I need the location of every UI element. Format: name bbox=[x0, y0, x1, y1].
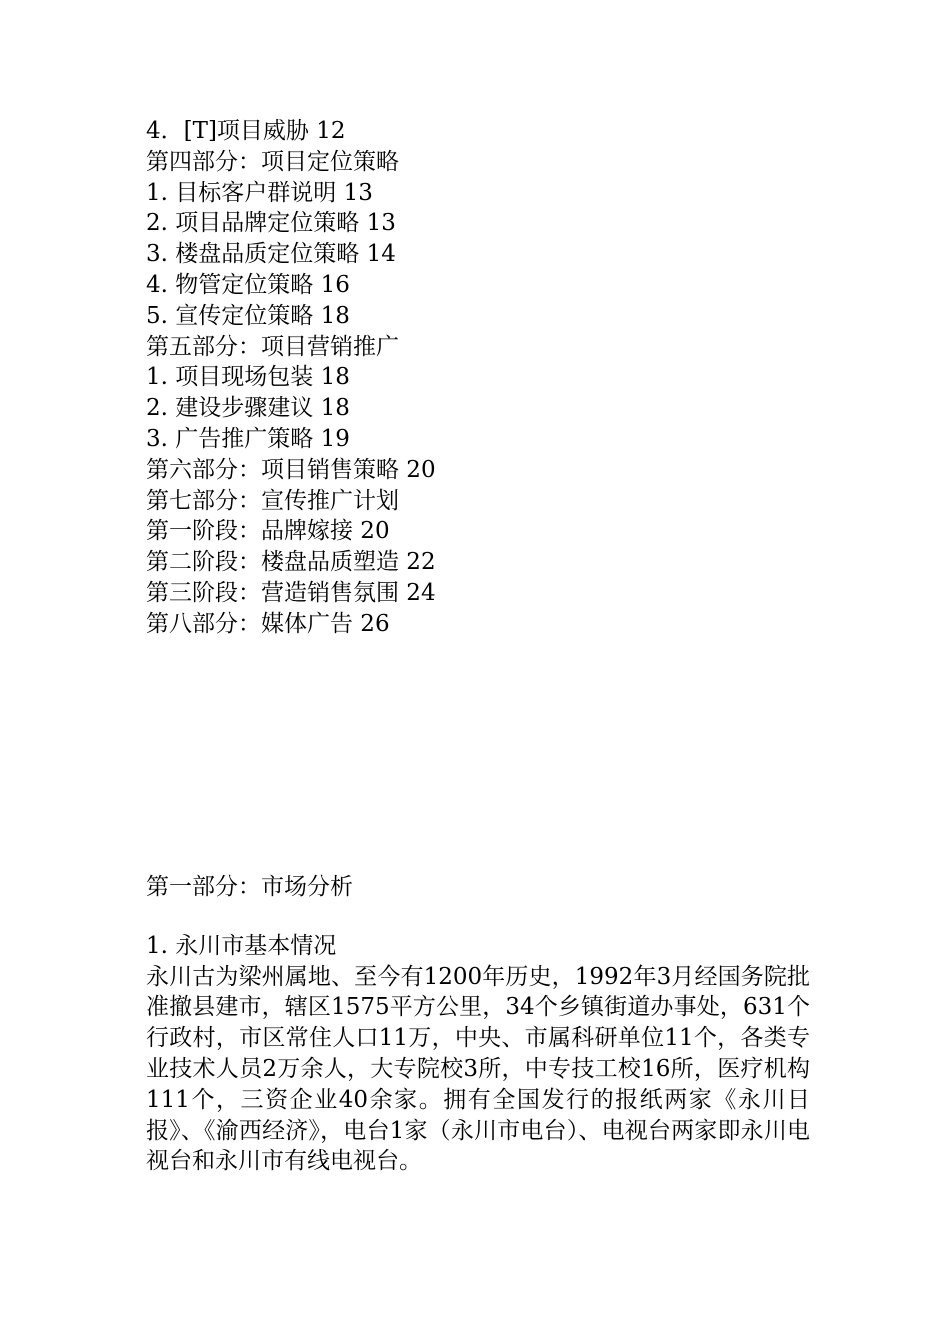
market-analysis-section bbox=[146, 872, 810, 1177]
toc-line: 4. 物管定位策略 16 bbox=[146, 271, 350, 298]
toc-line: 第七部分：宣传推广计划 bbox=[146, 487, 399, 514]
toc-line: 第八部分：媒体广告 26 bbox=[146, 610, 390, 637]
table-of-contents bbox=[146, 116, 826, 640]
toc-line: 第一阶段：品牌嫁接 20 bbox=[146, 518, 390, 545]
toc-line: 1. 项目现场包装 18 bbox=[146, 364, 350, 391]
toc-line: 第四部分：项目定位策略 bbox=[146, 148, 399, 175]
toc-line: 第二阶段：楼盘品质塑造 22 bbox=[146, 549, 436, 576]
toc-line: 第三阶段：营造销售氛围 24 bbox=[146, 579, 436, 606]
toc-line: 1. 目标客户群说明 13 bbox=[146, 179, 373, 206]
section-title: 第一部分：市场分析 bbox=[146, 874, 353, 900]
toc-line: 第六部分：项目销售策略 20 bbox=[146, 456, 436, 483]
toc-line: 5. 宣传定位策略 18 bbox=[146, 302, 350, 329]
toc-line: 3. 广告推广策略 19 bbox=[146, 425, 350, 452]
toc-line: 2. 建设步骤建议 18 bbox=[146, 395, 350, 422]
subsection-title: 1. 永川市基本情况 bbox=[146, 932, 337, 959]
toc-line: 2. 项目品牌定位策略 13 bbox=[146, 210, 396, 237]
toc-line: 4．[T]项目威胁 12 bbox=[146, 118, 346, 144]
body-paragraph: 永川古为梁州属地、至今有1200年历史，1992年3月经国务院批准撤县建市，辖区1575平方公里，34个乡镇街道办事处，631个行政村，市区常住人口11万，中央、市属科研单位11个，各类专业技术人员2万余人，大专院校3所，中专技工校16所，医疗机构111个，三资企业40余家。拥有全国发行的报纸两家《永川日报》、《渝西经济》，电台1家（永川市电台）、电视台两家即永川电视台和永川市有线电视台。 bbox=[146, 963, 810, 1175]
toc-line: 3. 楼盘品质定位策略 14 bbox=[146, 241, 396, 268]
toc-line: 第五部分：项目营销推广 bbox=[146, 333, 399, 360]
